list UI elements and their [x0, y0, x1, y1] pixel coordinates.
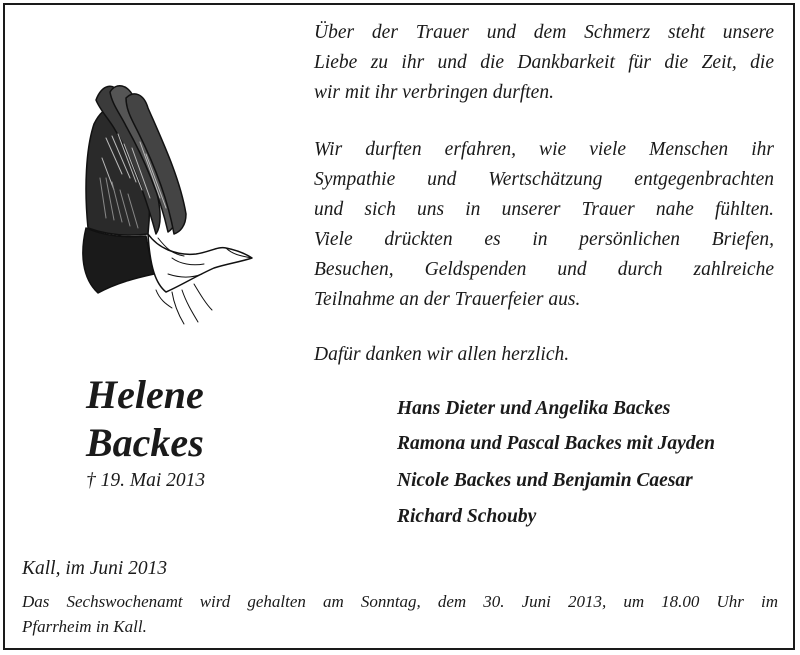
place-date: Kall, im Juni 2013 — [22, 558, 168, 579]
family-member-2: Ramona und Pascal Backes mit Jayden — [397, 433, 715, 454]
announcement-line-2: Pfarrheim in Kall. — [22, 617, 147, 636]
praying-hands-icon — [76, 78, 258, 336]
family-member-4: Richard Schouby — [397, 506, 537, 527]
poem-paragraph-2-line-2: Sympathie und Wertschätzung entgegenbrachten — [314, 169, 774, 190]
poem-paragraph-2-line-4: Viele drückten es in persönlichen Briefen, — [314, 229, 774, 250]
family-member-3: Nicole Backes und Benjamin Caesar — [397, 470, 693, 491]
thanks-line: Dafür danken wir allen herzlich. — [314, 344, 570, 365]
death-date: † 19. Mai 2013 — [86, 470, 206, 491]
poem-paragraph-2-line-1: Wir durften erfahren, wie viele Menschen ihr — [314, 139, 774, 160]
poem-paragraph-2-line-6: Teilnahme an der Trauerfeier aus. — [314, 289, 581, 310]
announcement-line-1: Das Sechswochenamt wird gehalten am Sonntag, dem 30. Juni 2013, um 18.00 Uhr im — [22, 592, 778, 611]
deceased-last-name: Backes — [86, 420, 204, 465]
poem-paragraph-1-line-2: Liebe zu ihr und die Dankbarkeit für die Zeit, die — [314, 52, 774, 73]
poem-paragraph-1-line-3: wir mit ihr verbringen durften. — [314, 82, 554, 103]
poem-paragraph-2-line-3: und sich uns in unserer Trauer nahe fühlten. — [314, 199, 774, 220]
poem-paragraph-2-line-5: Besuchen, Geldspenden und durch zahlreiche — [314, 259, 774, 280]
deceased-first-name: Helene — [86, 372, 204, 417]
family-member-1: Hans Dieter und Angelika Backes — [397, 398, 671, 419]
poem-paragraph-1-line-1: Über der Trauer und dem Schmerz steht unsere — [314, 22, 774, 43]
